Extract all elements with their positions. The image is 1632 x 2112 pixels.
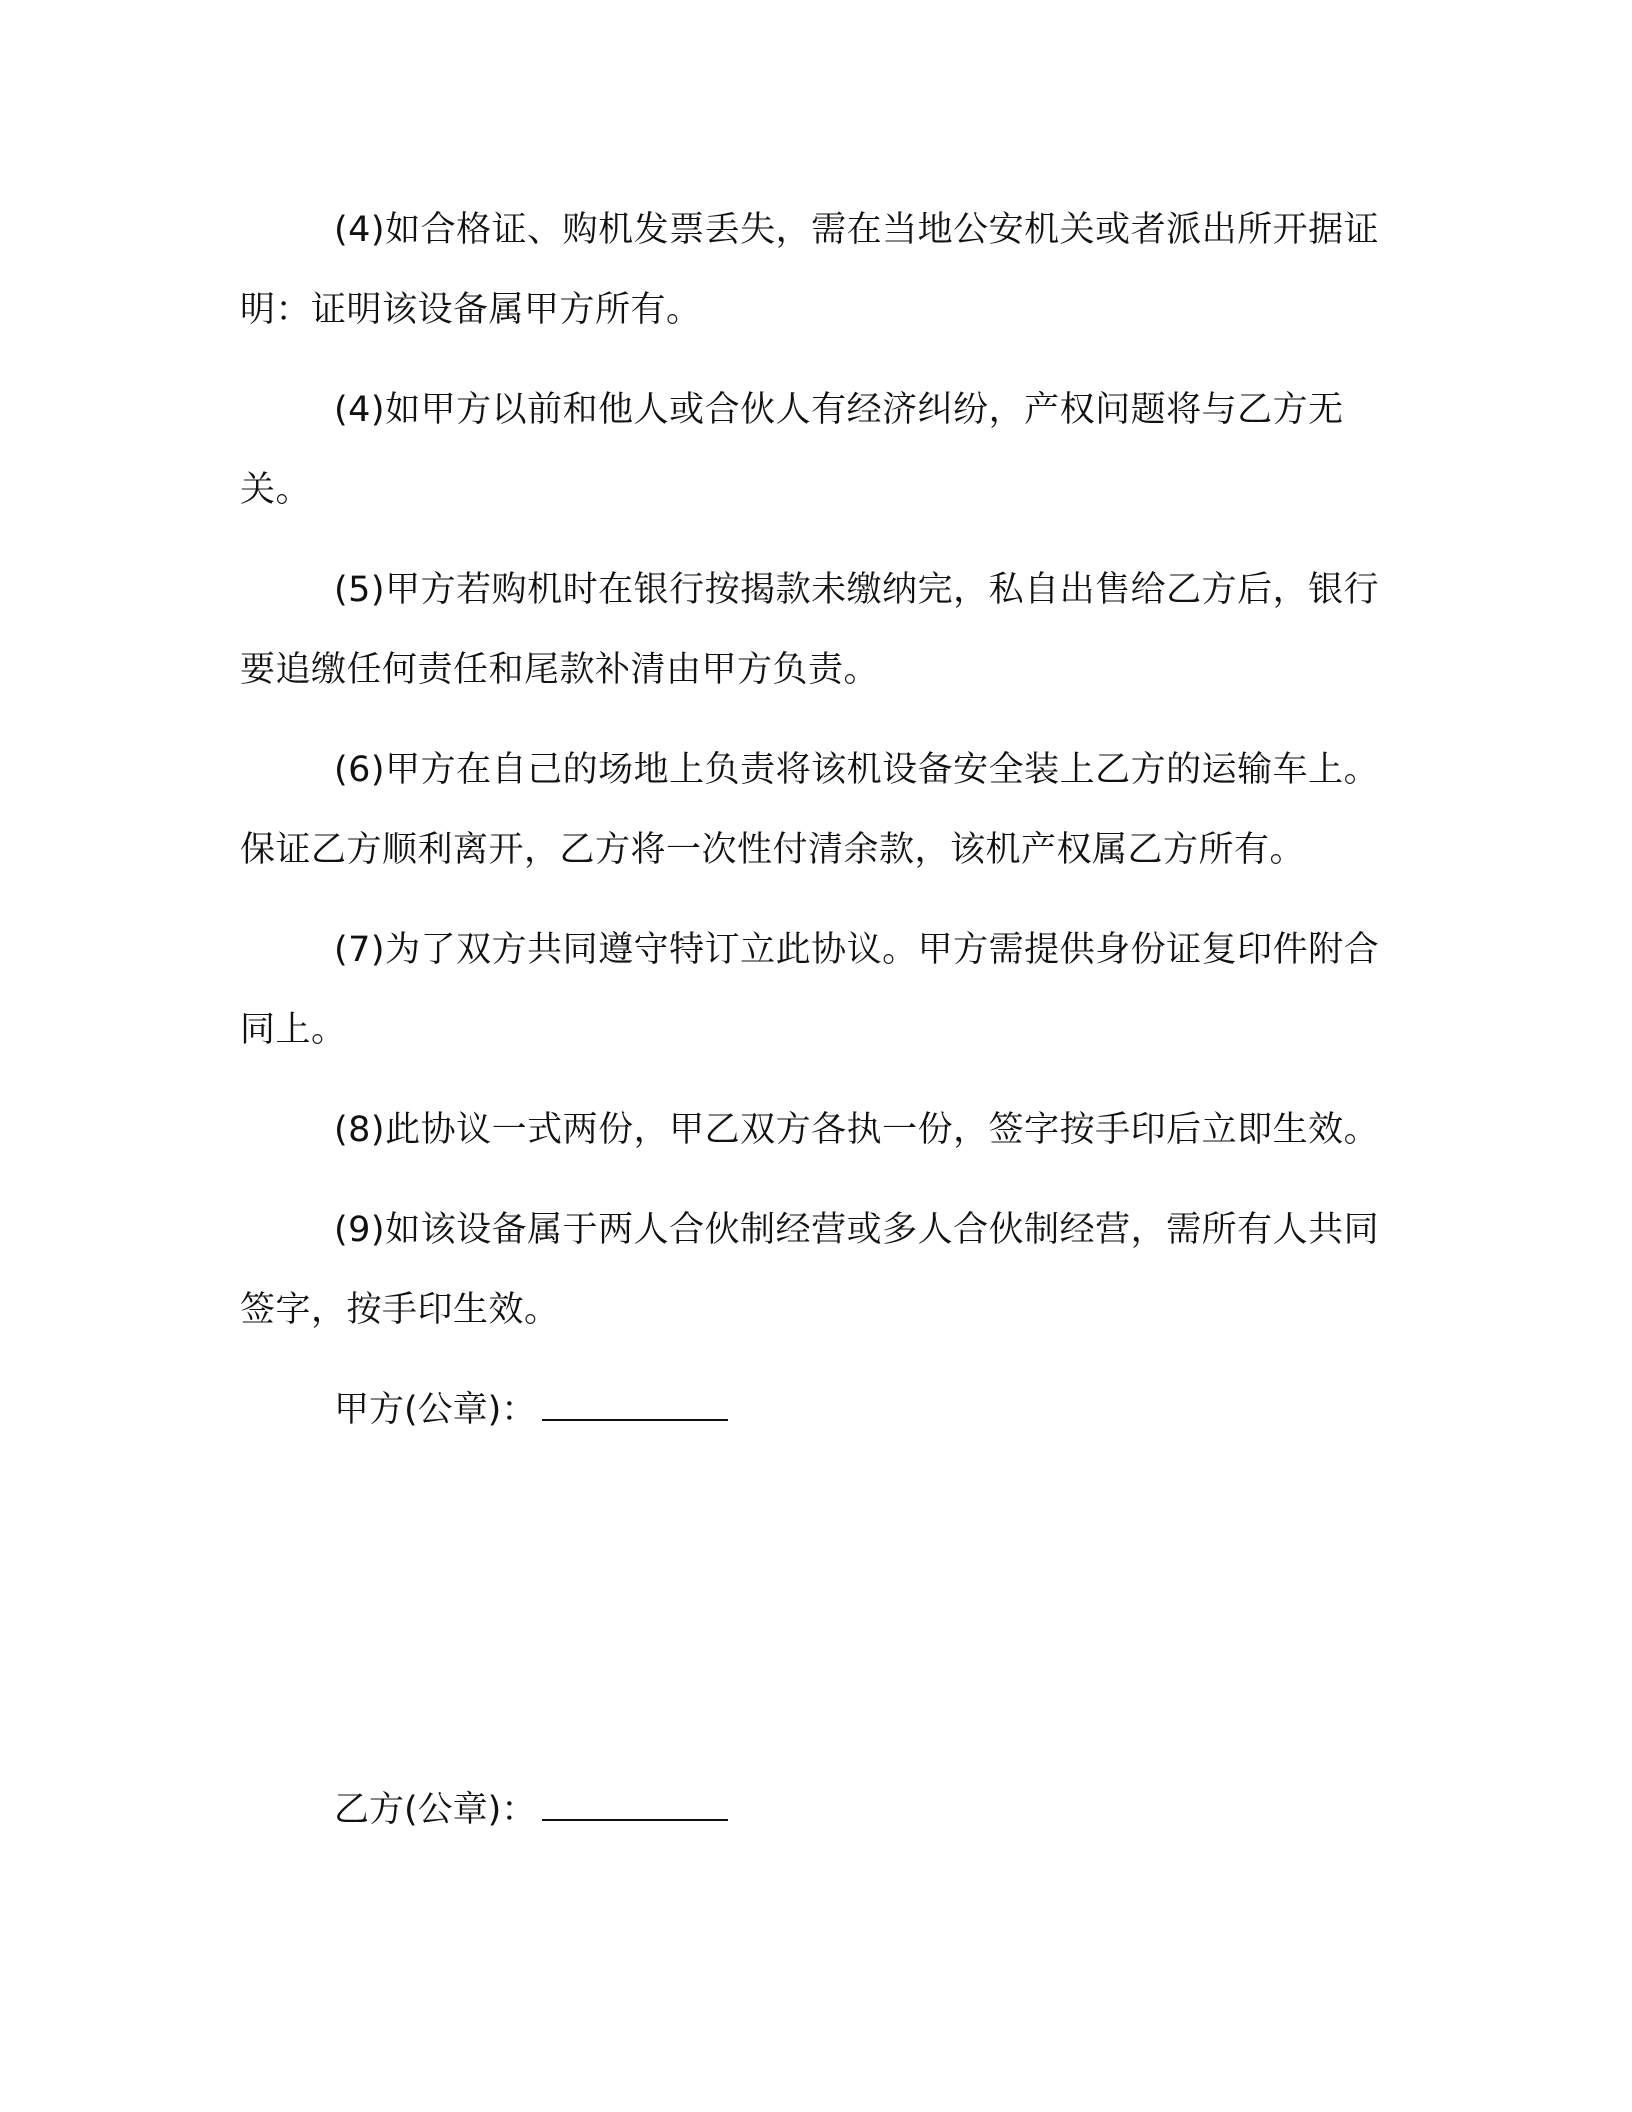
document-body bbox=[240, 190, 1400, 1370]
party-b-label: 乙方(公章)： bbox=[334, 1790, 537, 1830]
clause-9: (9)如该设备属于两人合伙制经营或多人合伙制经营，需所有人共同签字，按手印生效。 bbox=[240, 1210, 1380, 1330]
party-b-signature bbox=[334, 1770, 728, 1850]
clause-8: (8)此协议一式两份，甲乙双方各执一份，签字按手印后立即生效。 bbox=[334, 1110, 1380, 1150]
party-a-signature bbox=[334, 1370, 728, 1450]
party-a-label: 甲方(公章)： bbox=[334, 1390, 537, 1430]
clause-4b: (4)如甲方以前和他人或合伙人有经济纠纷，产权问题将与乙方无关。 bbox=[240, 390, 1344, 510]
clause-4a: (4)如合格证、购机发票丢失，需在当地公安机关或者派出所开据证明：证明该设备属甲方所有。 bbox=[240, 210, 1380, 330]
party-b-signature-blank[interactable] bbox=[542, 1779, 728, 1821]
clause-6: (6)甲方在自己的场地上负责将该机设备安全装上乙方的运输车上。保证乙方顺利离开，乙方将一次性付清余款，该机产权属乙方所有。 bbox=[240, 750, 1380, 870]
party-a-signature-blank[interactable] bbox=[542, 1379, 728, 1421]
clause-5: (5)甲方若购机时在银行按揭款未缴纳完，私自出售给乙方后，银行要追缴任何责任和尾款补清由甲方负责。 bbox=[240, 570, 1380, 690]
clause-7: (7)为了双方共同遵守特订立此协议。甲方需提供身份证复印件附合同上。 bbox=[240, 930, 1380, 1050]
